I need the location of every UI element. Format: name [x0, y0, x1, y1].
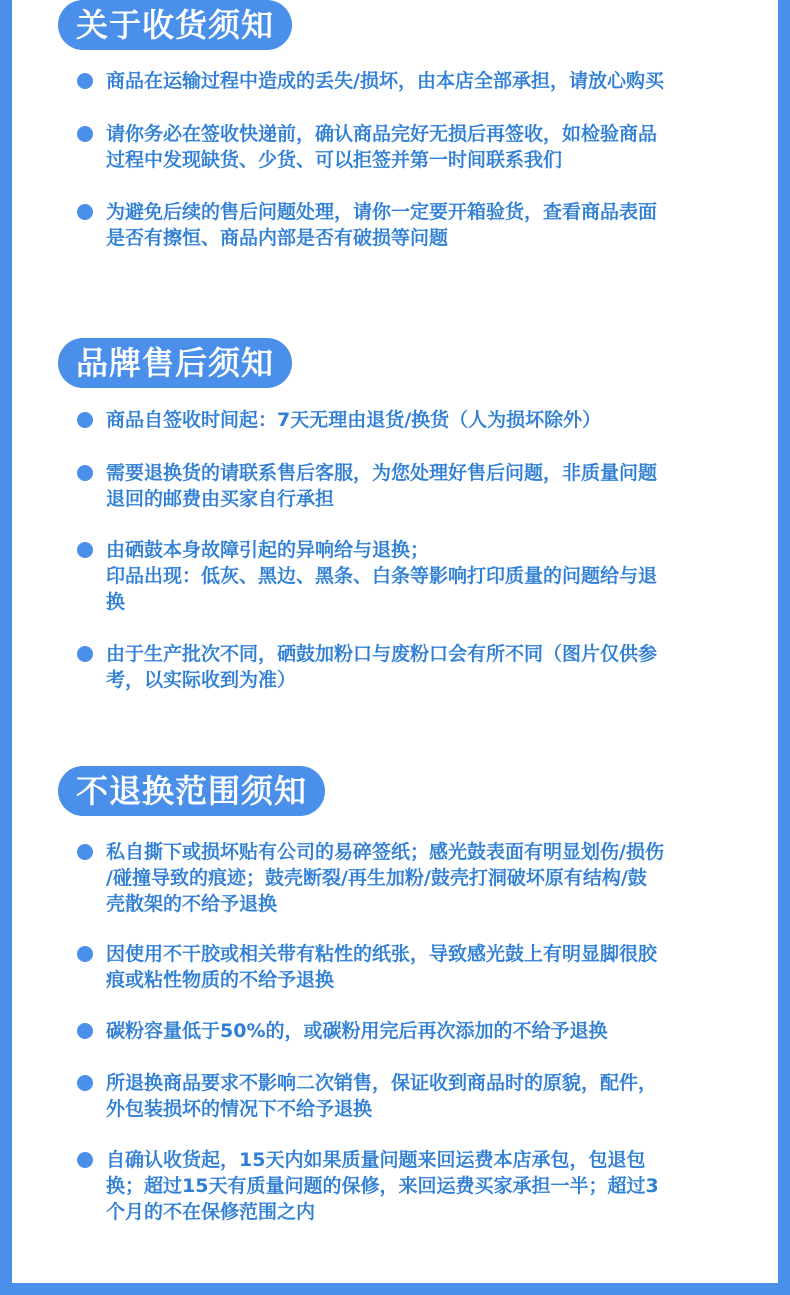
notice-panel	[12, 0, 778, 1283]
item-text: 碳粉容量低于50%的，或碳粉用完后再次添加的不给予退换	[106, 1020, 608, 1042]
section-title: 关于收货须知	[58, 0, 292, 50]
item-text: 商品自签收时间起：7天无理由退货/换货（人为损坏除外）	[106, 409, 602, 431]
item-text: 自确认收货起，15天内如果质量问题来回运费本店承包，包退包 换；超过15天有质量问题的保修，来回运费买家承担一半；超过3 个月的不在保修范围之内	[106, 1149, 659, 1223]
bullet-icon	[77, 204, 93, 220]
section-title: 不退换范围须知	[58, 766, 325, 816]
bullet-icon	[77, 946, 93, 962]
item-text: 请你务必在签收快递前，确认商品完好无损后再签收，如检验商品 过程中发现缺货、少货、可以拒签并第一时间联系我们	[106, 123, 658, 171]
item-text: 为避免后续的售后问题处理，请你一定要开箱验货，查看商品表面 是否有擦恒、商品内部是否有破损等问题	[106, 201, 658, 249]
bullet-icon	[77, 465, 93, 481]
bullet-icon	[77, 542, 93, 558]
item-text: 私自撕下或损坏贴有公司的易碎签纸；感光鼓表面有明显划伤/损伤 /碰撞导致的痕迹；鼓壳断裂/再生加粉/鼓壳打洞破坏原有结构/鼓 壳散架的不给予退换	[106, 841, 664, 915]
bullet-icon	[77, 412, 93, 428]
bullet-icon	[77, 1152, 93, 1168]
bullet-icon	[77, 844, 93, 860]
item-text: 需要退换货的请联系售后客服，为您处理好售后问题，非质量问题 退回的邮费由买家自行承担	[106, 462, 658, 510]
item-text: 因使用不干胶或相关带有粘性的纸张，导致感光鼓上有明显脚很胶 痕或粘性物质的不给予退换	[106, 943, 658, 991]
bullet-icon	[77, 126, 93, 142]
section-title: 品牌售后须知	[58, 338, 292, 388]
item-text: 由硒鼓本身故障引起的异响给与退换； 印品出现：低灰、黑边、黑条、白条等影响打印质量的问题给与退 换	[106, 539, 658, 613]
item-text: 商品在运输过程中造成的丢失/损坏，由本店全部承担，请放心购买	[106, 70, 664, 92]
bullet-icon	[77, 646, 93, 662]
bullet-icon	[77, 1075, 93, 1091]
item-text: 由于生产批次不同，硒鼓加粉口与废粉口会有所不同（图片仅供参 考，以实际收到为准）	[106, 643, 658, 691]
bullet-icon	[77, 73, 93, 89]
item-text: 所退换商品要求不影响二次销售，保证收到商品时的原貌，配件， 外包装损坏的情况下不给予退换	[106, 1072, 658, 1120]
bullet-icon	[77, 1023, 93, 1039]
